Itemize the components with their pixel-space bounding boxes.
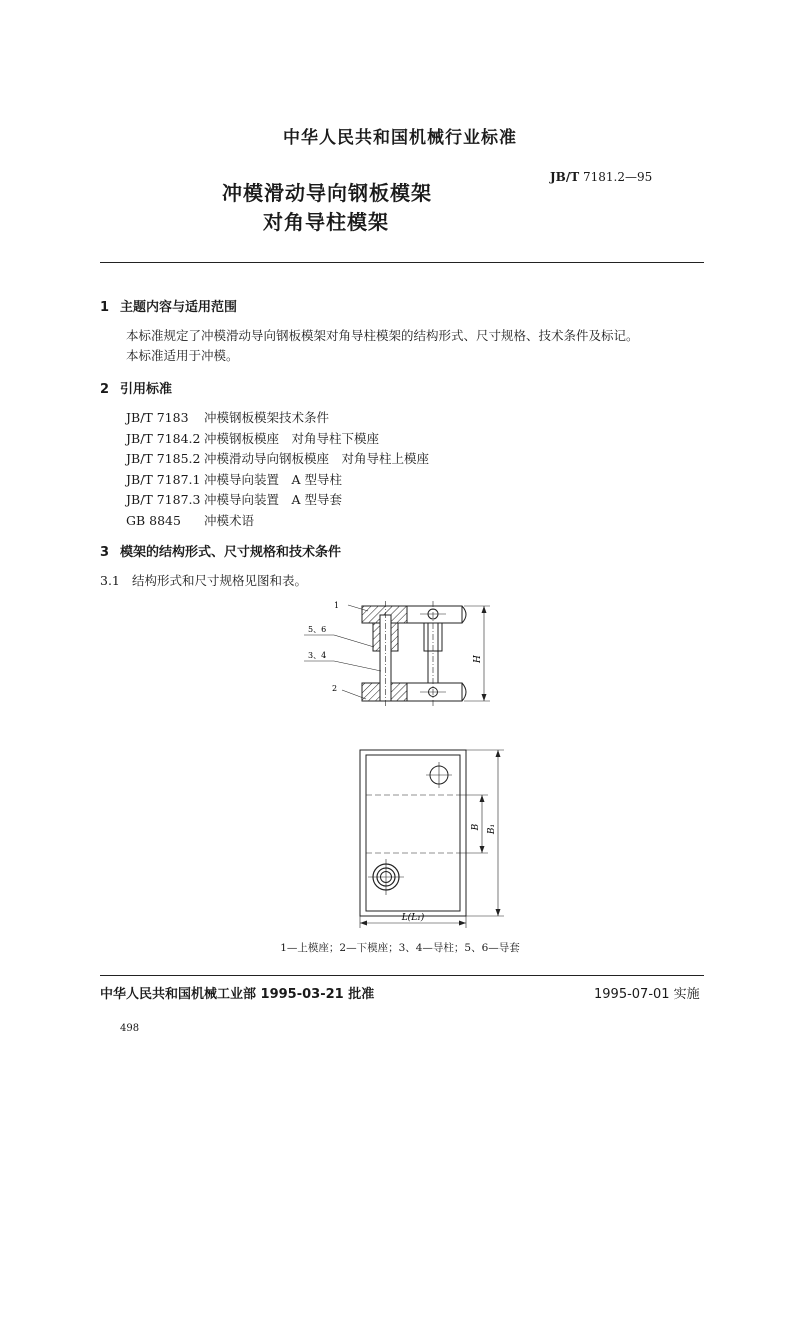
approval-statement: 中华人民共和国机械工业部 1995-03-21 批准	[100, 987, 375, 1002]
die-set-figure	[290, 595, 530, 935]
ref-code: JB/T 7187.3	[126, 492, 201, 507]
subsection-text: 结构形式和尺寸规格见图和表。	[132, 573, 308, 588]
part-label-5-6: 5、6	[308, 625, 327, 634]
section1-para1: 本标准规定了冲模滑动导向钢板模架对角导柱模架的结构形式、尺寸规格、技术条件及标记。	[126, 328, 639, 343]
part-label-2: 2	[332, 684, 338, 693]
ref-item	[126, 490, 342, 508]
ref-item	[126, 470, 342, 488]
section2-number: 2	[100, 382, 110, 397]
figure-caption: 1—上模座；2—下模座；3、4—导柱；5、6—导套	[280, 942, 520, 954]
standard-number	[550, 170, 652, 184]
ref-code: GB 8845	[126, 513, 181, 528]
header-rule	[100, 262, 704, 263]
ref-title: 冲模术语	[204, 513, 255, 528]
ref-title: 冲模钢板模架技术条件	[204, 410, 330, 425]
ref-item	[126, 429, 379, 447]
effective-date: 1995-07-01 实施	[594, 987, 700, 1002]
ref-code: JB/T 7184.2	[126, 431, 201, 446]
dim-b1-label: B₁	[487, 823, 497, 835]
doc-title-line1: 冲模滑动导向钢板模架	[222, 181, 432, 205]
ref-item	[126, 511, 254, 529]
dim-h-label: H	[473, 655, 483, 663]
subsection-number: 3.1	[100, 573, 120, 588]
ref-code: JB/T 7185.2	[126, 451, 201, 466]
page-number: 498	[120, 1023, 140, 1034]
section1-heading	[100, 296, 237, 315]
ref-code: JB/T 7183	[126, 410, 189, 425]
ref-item	[126, 449, 429, 467]
dim-b-label: B	[471, 823, 481, 831]
section2-title: 引用标准	[120, 382, 173, 397]
org-title: 中华人民共和国机械行业标准	[283, 128, 517, 148]
ref-title: 冲模滑动导向钢板模座 对角导柱上模座	[204, 451, 430, 466]
section1-number: 1	[100, 300, 110, 315]
ref-title: 冲模钢板模座 对角导柱下模座	[204, 431, 380, 446]
section3-heading	[100, 541, 341, 560]
part-label-1: 1	[334, 601, 340, 610]
upper-plate	[407, 606, 462, 623]
subsection-3-1	[100, 571, 307, 589]
plan-view	[360, 750, 504, 928]
footer-rule	[100, 975, 704, 976]
section3-number: 3	[100, 545, 110, 560]
ref-title: 冲模导向装置 A 型导柱	[204, 472, 343, 487]
section2-heading	[100, 378, 172, 397]
section3-title: 模架的结构形式、尺寸规格和技术条件	[120, 545, 342, 560]
section1-para2: 本标准适用于冲模。	[126, 348, 239, 363]
doc-title-line2: 对角导柱模架	[263, 210, 389, 234]
part-label-3-4: 3、4	[308, 651, 327, 660]
section1-title: 主题内容与适用范围	[120, 300, 238, 315]
side-view	[304, 601, 490, 707]
standard-code: 7181.2—95	[582, 170, 653, 184]
bushing-right	[391, 623, 398, 651]
ref-item	[126, 408, 329, 426]
standard-prefix: JB/T	[550, 170, 580, 184]
dim-l-label: L(L₁)	[401, 913, 425, 923]
ref-title: 冲模导向装置 A 型导套	[204, 492, 343, 507]
ref-code: JB/T 7187.1	[126, 472, 201, 487]
